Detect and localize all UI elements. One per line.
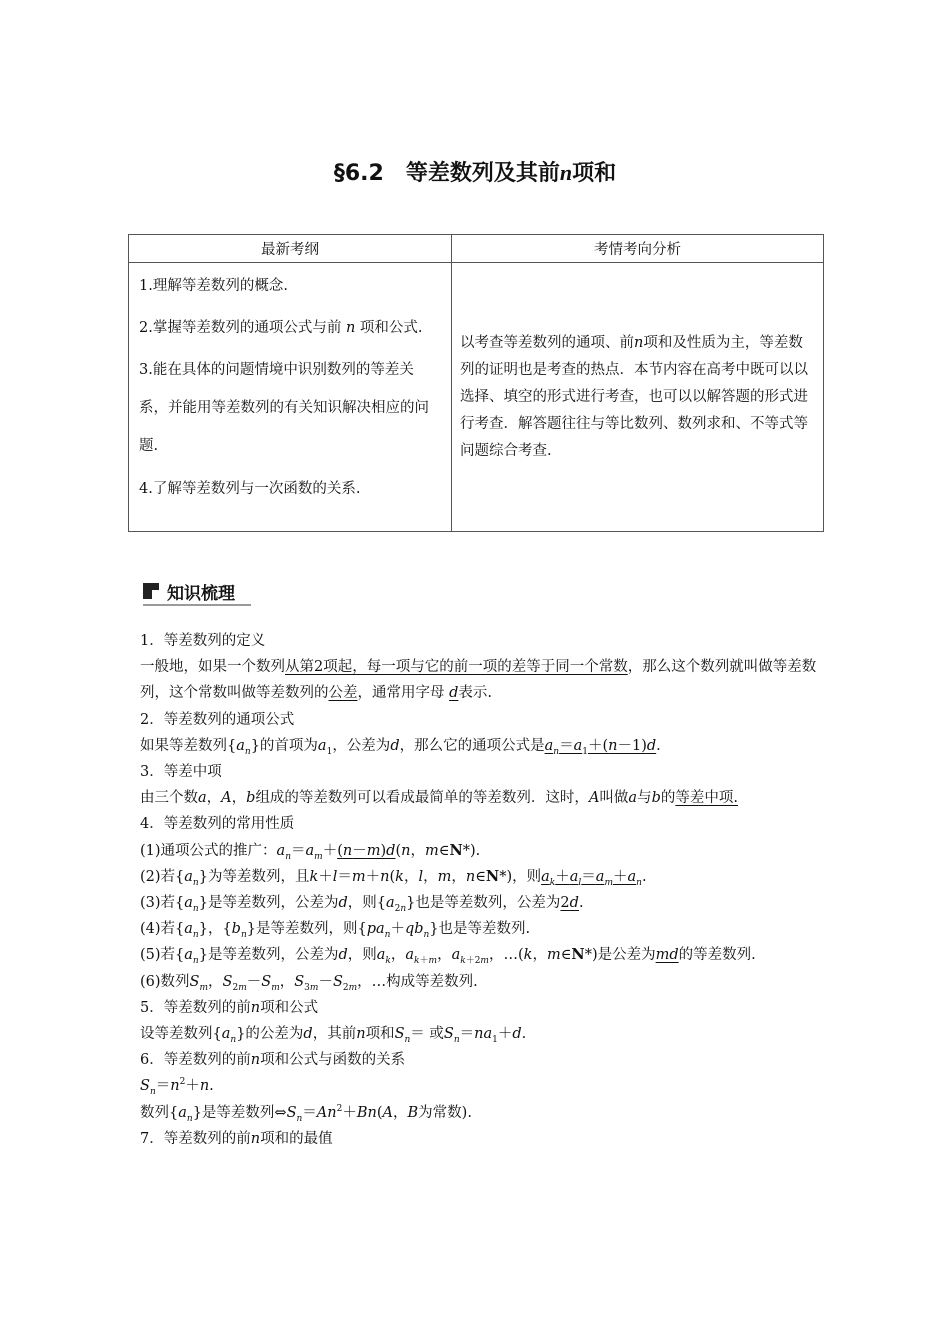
paragraph-sum-formula: 设等差数列$\{a_n\}$的公差为d，其前n项和$S_n=$ 或$S_n=na_1+d$.: [140, 1026, 527, 1045]
syllabus-item-2: 2.掌握等差数列的通项公式与前 n 项和公式.: [139, 320, 423, 336]
paragraph-middle-term: 由三个数a，A，b组成的等差数列可以看成最简单的等差数列．这时，A叫做a与b的等差中项.: [140, 790, 738, 807]
analysis-text: 以考查等差数列的通项、前n项和及性质为主，等差数列的证明也是考查的热点．本节内容在高考中既可以以选择、填空的形式进行考查，也可以以解答题的形式进行考查．解答题往往与等比数列、数列求和、不等式等问题综合考查.: [452, 263, 824, 532]
property-6: (6)数列$S_m$，$S_{2m}-S_m$，$S_{3m}-S_{2m}$，…构成等差数列.: [140, 973, 478, 993]
page-title: §6.2 等差数列及其前n项和: [333, 160, 617, 186]
header-syllabus: 最新考纲: [129, 235, 452, 263]
heading-sum-formula: 5．等差数列的前n项和公式: [140, 999, 319, 1016]
syllabus-item-4: 4.了解等差数列与一次函数的关系.: [139, 481, 361, 497]
paragraph-sum-function: 数列$\{a_n\}$是等差数列$\Leftrightarrow S_n=An^2+Bn(A$，B为常数).: [140, 1103, 472, 1124]
heading-general-term: 2．等差数列的通项公式: [140, 711, 295, 728]
paragraph-general-term: 如果等差数列$\{a_n\}$的首项为$a_1$，公差为d，那么它的通项公式是$a_n=a_1+(n-1)d$.: [140, 737, 661, 757]
paragraph-definition: 一般地，如果一个数列从第2项起，每一项与它的前一项的差等于同一个常数，那么这个数列就叫做等差数列，这个常数叫做等差数列的公差，通常用字母 d表示.: [140, 659, 817, 702]
formula-sn: $S_n=n^2+n$.: [140, 1077, 214, 1098]
property-3: (3)若$\{a_n\}$是等差数列，公差为d，则$\{a_{2n}\}$也是等差数列，公差为2d.: [140, 895, 584, 914]
section-label: 知识梳理: [167, 584, 235, 604]
body-content: [140, 628, 820, 1152]
heading-definition: 1．等差数列的定义: [140, 633, 266, 649]
header-analysis: 考情考向分析: [452, 235, 824, 263]
syllabus-list: [129, 263, 452, 532]
heading-sum-function: 6．等差数列的前n项和公式与函数的关系: [140, 1052, 406, 1069]
property-2: (2)若$\{a_n\}$为等差数列，且k＋l＝m＋n(k，l，m，n∈N*)，则$a_k+a_l=a_m+a_n$.: [140, 867, 647, 888]
syllabus-item-3: 3.能在具体的问题情境中识别数列的等差关系，并能用等差数列的有关知识解决相应的问题.: [139, 362, 429, 454]
section-heading: [143, 578, 251, 606]
property-1: (1)通项公式的推广：$a_n=a_m+(n-m)d(n$，m∈N*).: [140, 841, 481, 862]
heading-sum-extremum: 7．等差数列的前n项和的最值: [140, 1130, 333, 1147]
property-5: (5)若$\{a_n\}$是等差数列，公差为d，则$a_k$，$a_{k+m}$，$a_{k+2m}$，…(k，m∈N*)是公差为md的等差数列.: [140, 946, 756, 967]
heading-properties: 4．等差数列的常用性质: [140, 816, 295, 833]
heading-middle-term: 3．等差中项: [140, 764, 222, 781]
syllabus-item-1: 1.理解等差数列的概念.: [139, 278, 288, 294]
syllabus-table: [128, 234, 824, 532]
property-4: (4)若$\{a_n\}$，$\{b_n\}$是等差数列，则$\{pa_n+qb_n\}$也是等差数列.: [140, 921, 531, 941]
